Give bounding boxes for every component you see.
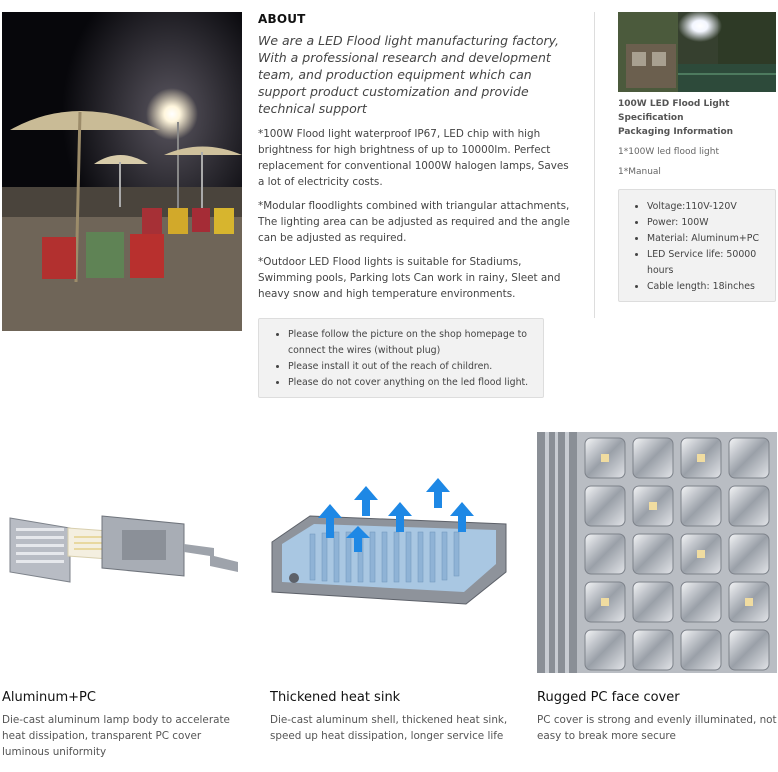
spec-item: • Material: Aluminum+PC <box>647 231 769 247</box>
about-paragraph-1: *100W Flood light waterproof IP67, LED chip with high brightness for high brightness of up to 10000lm. Perfect replacement for conventional 1000W halogen lamps, Saves a lot of electricity costs. <box>258 128 569 188</box>
spec-title: 100W LED Flood Light Specification <box>618 99 730 123</box>
feature-title-1: Aluminum+PC <box>2 690 96 705</box>
heat-sink-image <box>270 432 510 673</box>
feature-title-2: Thickened heat sink <box>270 690 401 705</box>
spec-item: • LED Service life: 50000 hours <box>647 247 769 279</box>
spec-item: • Power: 100W <box>647 215 769 231</box>
packaging-title: Packaging Information <box>618 127 734 137</box>
package-item: 1*Manual <box>618 167 661 177</box>
column-divider <box>594 12 595 318</box>
notes-list <box>259 327 543 391</box>
feature-title-3: Rugged PC face cover <box>537 690 680 705</box>
notes-box <box>258 318 544 398</box>
spec-item: • Voltage:110V-120V <box>647 199 769 215</box>
spec-section <box>618 97 778 179</box>
exploded-view-image <box>2 432 242 673</box>
spec-box <box>618 189 776 302</box>
spec-item: • Cable length: 18inches <box>647 279 769 295</box>
beach-night-photo <box>2 12 242 331</box>
package-item: 1*100W led flood light <box>618 147 719 157</box>
about-paragraph-2: *Modular floodlights combined with triangular attachments, The lighting area can be adjusted as required and the angle can be adjusted as required. <box>258 200 570 244</box>
about-paragraph-3: *Outdoor LED Flood lights is suitable for Stadiums, Swimming pools, Parking lots Can work in rainy, Sleet and heavy snow and high temperature environments. <box>258 256 561 300</box>
about-heading: ABOUT <box>258 12 306 26</box>
pc-cover-image <box>537 432 777 673</box>
spec-list <box>619 199 775 295</box>
notes-item: • Please do not cover anything on the led flood light. <box>288 375 533 391</box>
notes-item: • Please install it out of the reach of children. <box>288 359 533 375</box>
feature-desc-1: Die-cast aluminum lamp body to accelerate heat dissipation, transparent PC cover luminous uniformity <box>2 714 230 758</box>
flood-light-photo <box>618 12 776 92</box>
notes-item: • Please follow the picture on the shop homepage to connect the wires (without plug) <box>288 327 533 359</box>
about-section <box>258 12 570 310</box>
feature-desc-2: Die-cast aluminum shell, thickened heat sink, speed up heat dissipation, longer service life <box>270 714 508 742</box>
about-tagline: We are a LED Flood light manufacturing factory, With a professional research and development team, and production equipment which can support product customization and provide technical support <box>258 33 560 116</box>
feature-desc-3: PC cover is strong and evenly illuminated, not easy to break more secure <box>537 714 777 742</box>
